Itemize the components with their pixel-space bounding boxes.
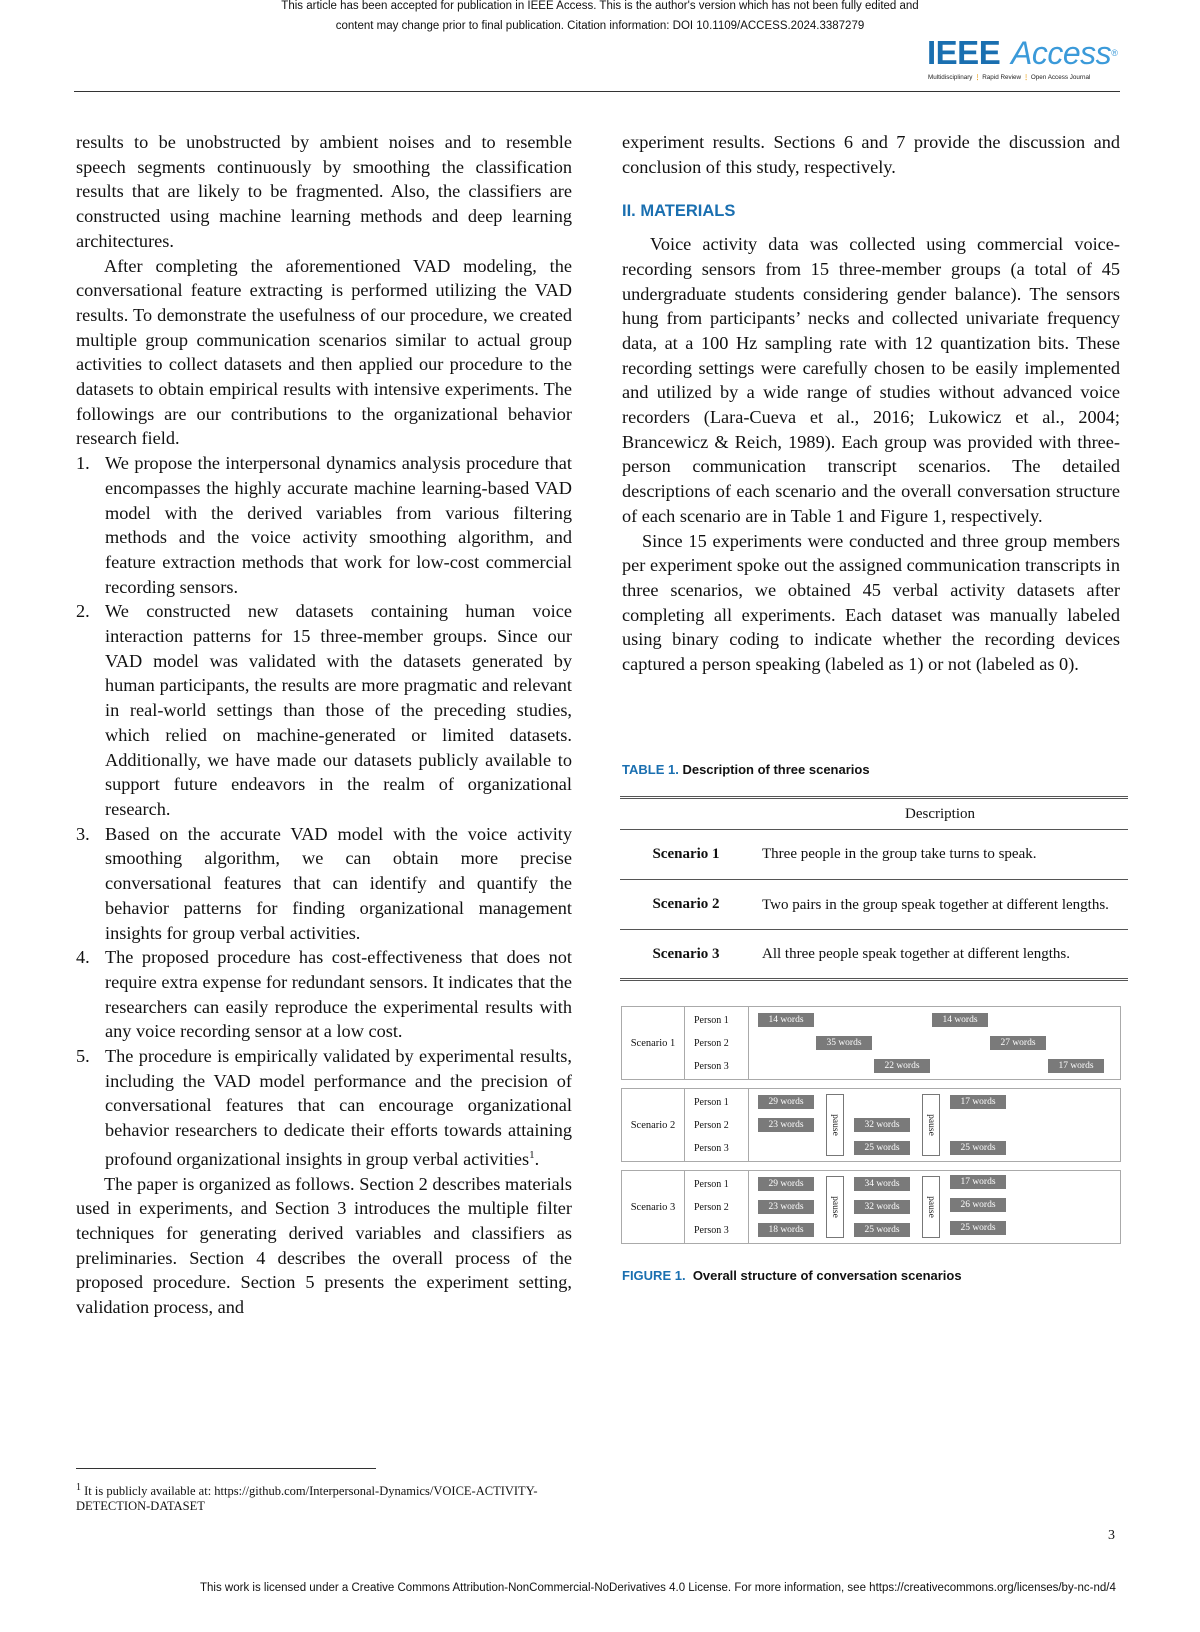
- paragraph: Voice activity data was collected using commercial voice-recording sensors from 15 three-member groups (a total of 45 undergraduate students considering gender balance). The sensors hung from participants’ necks and collected univariate frequency data, at a 100 Hz sampling rate with 12 quantization bits. These recording settings were carefully chosen to be easily implemented and utilized by a wide range of studies without advanced voice recorders (Lara-Cueva et al., 2016; Lukowicz et al., 2004; Brancewicz & Reich, 1989). Each group was provided with three-person communication transcript scenarios. The detailed descriptions of each scenario and the overall conversation structure of each scenario are in Table 1 and Figure 1, respectively.: [622, 234, 1120, 526]
- section-heading: II. MATERIALS: [622, 202, 736, 221]
- speech-segment: 27 words: [990, 1036, 1046, 1050]
- speech-segment: 25 words: [950, 1141, 1006, 1155]
- speech-segment: 26 words: [950, 1198, 1006, 1212]
- figure-caption: FIGURE 1. Overall structure of conversation scenarios: [622, 1268, 962, 1283]
- speech-segment: 17 words: [950, 1175, 1006, 1189]
- pause-marker: pause: [826, 1094, 844, 1156]
- page-number: 3: [1108, 1528, 1115, 1543]
- speech-segment: 17 words: [1048, 1059, 1104, 1073]
- header-rule: [74, 91, 1120, 92]
- footnote-ref: 1: [529, 1148, 535, 1161]
- pause-marker: pause: [922, 1176, 940, 1238]
- table-header: Description: [905, 805, 975, 822]
- table-row: Scenario 1 Three people in the group take turns to speak.: [620, 830, 1128, 880]
- speech-segment: 29 words: [758, 1177, 814, 1191]
- logo-access: Access®: [1011, 35, 1118, 71]
- publication-notice-line1: This article has been accepted for publication in IEEE Access. This is the author's version which has not been fully edited and: [281, 0, 919, 12]
- paragraph: The paper is organized as follows. Section 2 describes materials used in experiments, and Section 3 introduces the multiple filter techniques for generating derived variables and classifiers as preliminaries. Section 4 describes the overall process of the proposed procedure. Section 5 presents the experiment setting, validation process, and: [76, 1173, 572, 1318]
- ieee-access-logo: [927, 35, 1122, 87]
- logo-tagline: Multidisciplinary ⋮ Rapid Review ⋮ Open Access Journal: [928, 74, 1091, 81]
- speech-segment: 14 words: [932, 1013, 988, 1027]
- speech-segment: 25 words: [854, 1141, 910, 1155]
- speech-segment: 25 words: [854, 1223, 910, 1237]
- list-item: 1. We propose the interpersonal dynamics analysis procedure that encompasses the highly accurate machine learning-based VAD model with the derived variables from various filtering methods and the voice activity smoothing algorithm, and feature extraction methods that work for low-cost commercial recording sensors.: [76, 453, 572, 597]
- list-item: 4. The proposed procedure has cost-effectiveness that does not require extra expense for redundant sensors. It indicates that the researchers can easily reproduce the experimental results with any voice recording sensor at a low cost.: [76, 947, 573, 1042]
- logo-ieee: IEEE: [927, 34, 1001, 71]
- publication-notice-line2: content may change prior to final publication. Citation information: DOI 10.1109/ACCESS.2024.3387279: [335, 20, 865, 32]
- table-caption: TABLE 1. Description of three scenarios: [622, 762, 870, 777]
- scenario-2-panel: Scenario 2 Person 1 Person 2 Person 3 29 words 23 words pause 32 words 25 words pause 17 words 25 words: [621, 1088, 1121, 1162]
- speech-segment: 34 words: [854, 1177, 910, 1191]
- speech-segment: 32 words: [854, 1200, 910, 1214]
- scenario-1-panel: Scenario 1 Person 1 Person 2 Person 3 14 words 14 words 35 words 27 words 22 words 17 words: [621, 1006, 1121, 1080]
- left-column: [76, 130, 572, 1320]
- speech-segment: 17 words: [950, 1095, 1006, 1109]
- paragraph: After completing the aforementioned VAD modeling, the conversational feature extracting is performed utilizing the VAD results. To demonstrate the usefulness of our procedure, we created multiple group communication scenarios similar to actual group activities to collect datasets and then applied our procedure to the datasets to obtain empirical results with intensive experiments. The followings are our contributions to the organizational behavior research field.: [76, 255, 572, 449]
- paragraph: Since 15 experiments were conducted and three group members per experiment spoke out the assigned communication transcripts in three scenarios, we obtained 45 verbal activity datasets after completing all experiments. Each dataset was manually labeled using binary coding to indicate whether the recording devices captured a person speaking (labeled as 1) or not (labeled as 0).: [622, 530, 1120, 675]
- speech-segment: 22 words: [874, 1059, 930, 1073]
- table-row: Scenario 2 Two pairs in the group speak together at different lengths.: [620, 880, 1128, 930]
- contributions-list: [76, 451, 572, 1171]
- paragraph: results to be unobstructed by ambient noises and to resemble speech segments continuously by smoothing the classification results that are likely to be fragmented. Also, the classifiers are constructed using machine learning methods and deep learning architectures.: [76, 132, 572, 251]
- right-column: [622, 130, 1120, 677]
- footnote-rule: [76, 1468, 376, 1469]
- speech-segment: 32 words: [854, 1118, 910, 1132]
- table-row: Scenario 3 All three people speak together at different lengths.: [620, 930, 1128, 980]
- speech-segment: 14 words: [758, 1013, 814, 1027]
- speech-segment: 23 words: [758, 1118, 814, 1132]
- speech-segment: 25 words: [950, 1221, 1006, 1235]
- speech-segment: 18 words: [758, 1223, 814, 1237]
- list-item: 2. We constructed new datasets containing human voice interaction patterns for 15 three-member groups. Since our VAD model was validated with the datasets generated by human participants, the results are more pragmatic and relevant in real-world settings than those of the preceding studies, which relied on machine-generated or limited datasets. Additionally, we have made our datasets publicly available to support future endeavors in the realm of organizational research.: [76, 601, 572, 819]
- speech-segment: 35 words: [816, 1036, 872, 1050]
- speech-segment: 23 words: [758, 1200, 814, 1214]
- scenario-table: [620, 796, 1128, 981]
- conversation-structure-figure: [621, 1006, 1121, 1253]
- pause-marker: pause: [826, 1176, 844, 1238]
- speech-segment: 29 words: [758, 1095, 814, 1109]
- list-item: 5. The procedure is empirically validated by experimental results, including the VAD model performance and the precision of conversational features that can encourage organizational behavior researchers to dedicate their efforts towards attaining profound organizational insights in group verbal activities$^1$.: [76, 1046, 572, 1169]
- pause-marker: pause: [922, 1094, 940, 1156]
- license-notice: This work is licensed under a Creative Commons Attribution-NonCommercial-NoDerivatives 4.0 License. For more information, see https://creativecommons.org/licenses/by-nc-nd/4: [200, 1582, 1116, 1594]
- scenario-3-panel: Scenario 3 Person 1 Person 2 Person 3 29 words 23 words 18 words pause 34 words 32 words 25 words pause 17 words 26 words 25 words: [621, 1170, 1121, 1244]
- footnote: $^1$ It is publicly available at: https://github.com/Interpersonal-Dynamics/VOICE-ACTIVITY-DETECTION-DATASET: [76, 1482, 538, 1514]
- list-item: 3. Based on the accurate VAD model with the voice activity smoothing algorithm, we can obtain more precise conversational features that can identify and quantify the behavior patterns for finding organizational management insights for group verbal activities.: [76, 823, 572, 943]
- paragraph: experiment results. Sections 6 and 7 provide the discussion and conclusion of this study, respectively.: [622, 132, 1120, 177]
